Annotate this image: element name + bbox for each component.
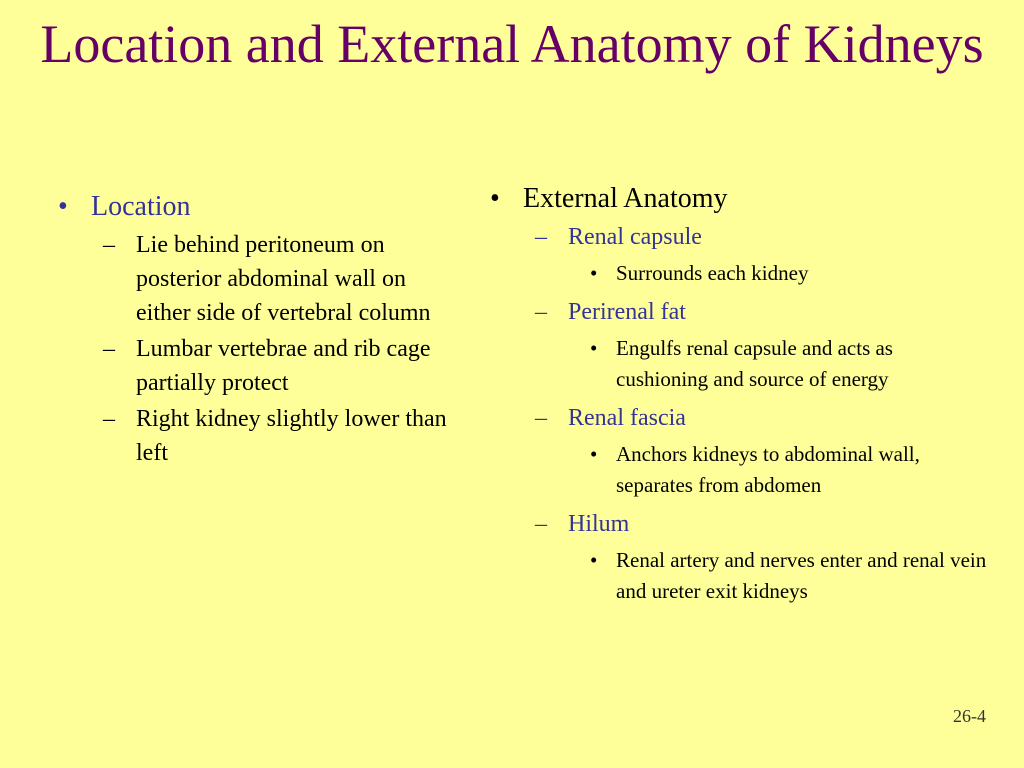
hilum-detail: Renal artery and nerves enter and renal vein and ureter exit kidneys bbox=[616, 548, 987, 603]
location-column bbox=[58, 188, 458, 470]
renal-fascia-detail: Anchors kidneys to abdominal wall, separates from abdomen bbox=[616, 442, 920, 497]
location-point-text: Right kidney slightly lower than left bbox=[136, 406, 447, 466]
anatomy-section-label bbox=[535, 507, 990, 541]
external-anatomy-heading: External Anatomy bbox=[523, 183, 728, 214]
bullet-icon: • bbox=[590, 548, 598, 572]
bullet-icon: • bbox=[590, 336, 598, 360]
anatomy-section-label bbox=[535, 295, 990, 329]
dash-icon: – bbox=[535, 511, 547, 537]
bullet-icon: • bbox=[490, 183, 500, 214]
anatomy-section-label bbox=[535, 220, 990, 254]
dash-icon: – bbox=[103, 336, 115, 362]
renal-fascia-label: Renal fascia bbox=[568, 405, 686, 431]
anatomy-section-detail bbox=[590, 545, 990, 607]
perirenal-fat-label: Perirenal fat bbox=[568, 299, 686, 325]
location-point bbox=[103, 402, 458, 470]
slide-title: Location and External Anatomy of Kidneys bbox=[40, 14, 984, 74]
perirenal-fat-detail: Engulfs renal capsule and acts as cushioning and source of energy bbox=[616, 336, 893, 391]
anatomy-section-detail bbox=[590, 258, 990, 289]
location-heading-item bbox=[58, 188, 458, 226]
bullet-icon: • bbox=[58, 191, 68, 222]
location-point bbox=[103, 332, 458, 400]
dash-icon: – bbox=[535, 405, 547, 431]
anatomy-section-detail bbox=[590, 333, 990, 395]
page-number: 26-4 bbox=[953, 706, 986, 726]
location-point bbox=[103, 228, 458, 330]
location-point-text: Lumbar vertebrae and rib cage partially protect bbox=[136, 336, 431, 396]
location-point-text: Lie behind peritoneum on posterior abdominal wall on either side of vertebral column bbox=[136, 232, 431, 326]
bullet-icon: • bbox=[590, 261, 598, 285]
bullet-icon: • bbox=[590, 442, 598, 466]
dash-icon: – bbox=[103, 232, 115, 258]
renal-capsule-detail: Surrounds each kidney bbox=[616, 261, 809, 285]
anatomy-section-detail bbox=[590, 439, 990, 501]
renal-capsule-label: Renal capsule bbox=[568, 224, 702, 250]
external-anatomy-column bbox=[490, 180, 990, 613]
dash-icon: – bbox=[103, 406, 115, 432]
dash-icon: – bbox=[535, 299, 547, 325]
anatomy-section-label bbox=[535, 401, 990, 435]
location-heading: Location bbox=[91, 191, 191, 222]
hilum-label: Hilum bbox=[568, 511, 630, 537]
external-anatomy-heading-item bbox=[490, 180, 990, 218]
dash-icon: – bbox=[535, 224, 547, 250]
